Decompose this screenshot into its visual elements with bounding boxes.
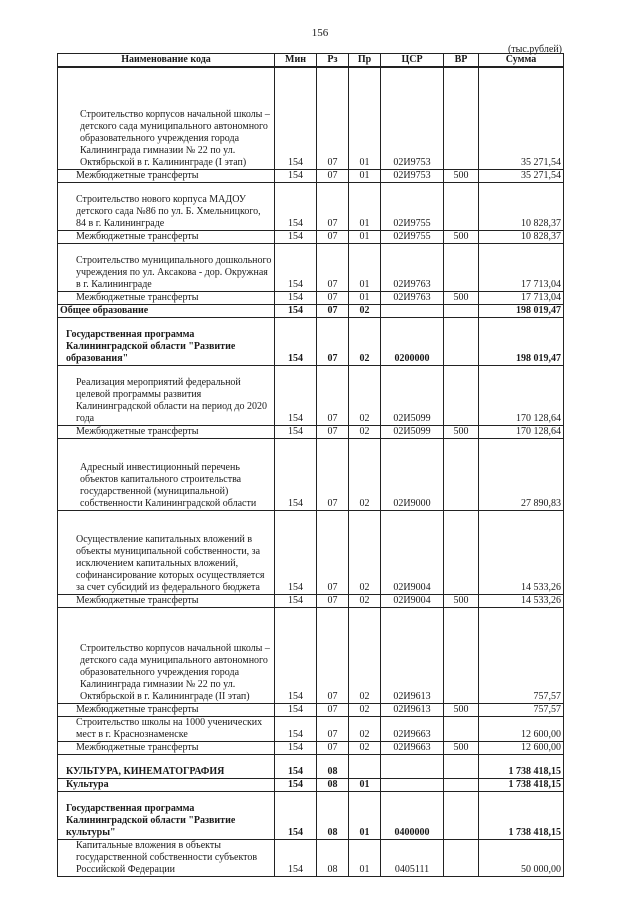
cell-pr: 01 [349,791,381,839]
cell-csr: 02И9763 [381,243,444,291]
table-row [58,510,564,594]
column-header-name: Наименование кода [58,54,275,68]
cell-rz: 07 [317,230,349,243]
cell-min: 154 [275,304,317,317]
cell-min: 154 [275,317,317,365]
cell-vr: 500 [444,594,479,607]
cell-csr: 0200000 [381,317,444,365]
cell-vr [444,791,479,839]
cell-name: Межбюджетные трансферты [58,703,275,716]
cell-csr: 02И9613 [381,607,444,703]
cell-sum: 10 828,37 [479,230,564,243]
table-row [58,230,564,243]
cell-rz: 07 [317,365,349,425]
cell-min: 154 [275,510,317,594]
cell-sum: 1 738 418,15 [479,754,564,778]
cell-rz: 07 [317,317,349,365]
cell-vr: 500 [444,169,479,182]
cell-sum: 14 533,26 [479,510,564,594]
cell-pr: 02 [349,365,381,425]
table-row [58,304,564,317]
table-row [58,425,564,438]
cell-sum: 170 128,64 [479,365,564,425]
cell-pr: 01 [349,230,381,243]
cell-min: 154 [275,839,317,876]
cell-vr: 500 [444,703,479,716]
column-header-rz: Рз [317,54,349,68]
cell-name: КУЛЬТУРА, КИНЕМАТОГРАФИЯ [58,754,275,778]
cell-vr [444,67,479,169]
cell-sum: 757,57 [479,703,564,716]
cell-pr: 01 [349,182,381,230]
cell-rz: 07 [317,607,349,703]
cell-min: 154 [275,741,317,754]
table-row [58,754,564,778]
table-row [58,703,564,716]
cell-rz: 08 [317,791,349,839]
cell-vr [444,778,479,791]
cell-sum: 1 738 418,15 [479,778,564,791]
cell-min: 154 [275,703,317,716]
cell-csr [381,304,444,317]
cell-rz: 07 [317,291,349,304]
cell-csr: 02И9613 [381,703,444,716]
cell-csr: 02И9753 [381,67,444,169]
table-row [58,243,564,291]
cell-name: Межбюджетные трансферты [58,594,275,607]
cell-vr [444,716,479,741]
cell-name: Общее образование [58,304,275,317]
table-row [58,67,564,169]
cell-rz: 07 [317,67,349,169]
cell-vr [444,243,479,291]
cell-min: 154 [275,438,317,510]
cell-csr: 02И5099 [381,425,444,438]
cell-min: 154 [275,716,317,741]
column-header-vr: ВР [444,54,479,68]
units-note: (тыс.рублей) [507,44,562,55]
cell-sum: 12 600,00 [479,716,564,741]
cell-sum: 35 271,54 [479,169,564,182]
cell-pr [349,754,381,778]
cell-min: 154 [275,754,317,778]
table-row [58,607,564,703]
cell-pr: 02 [349,741,381,754]
cell-pr: 01 [349,778,381,791]
cell-name: Капитальные вложения в объекты государственной собственности субъектов Российской Федерации [58,839,275,876]
cell-name: Строительство школы на 1000 ученических мест в г. Краснознаменске [58,716,275,741]
cell-csr: 02И9663 [381,741,444,754]
cell-name: Строительство нового корпуса МАДОУ детского сада №86 по ул. Б. Хмельницкого, 84 в г. Калининграде [58,182,275,230]
cell-pr: 02 [349,304,381,317]
cell-rz: 07 [317,703,349,716]
page-number: 156 [311,27,329,39]
cell-rz: 07 [317,169,349,182]
table-row [58,791,564,839]
cell-csr: 02И5099 [381,365,444,425]
cell-pr: 02 [349,703,381,716]
cell-sum: 12 600,00 [479,741,564,754]
table-row [58,291,564,304]
budget-table [57,53,564,877]
cell-csr: 02И9763 [381,291,444,304]
cell-sum: 10 828,37 [479,182,564,230]
table-row [58,182,564,230]
cell-pr: 02 [349,438,381,510]
cell-min: 154 [275,365,317,425]
column-header-csr: ЦСР [381,54,444,68]
cell-min: 154 [275,607,317,703]
cell-rz: 08 [317,839,349,876]
cell-pr: 01 [349,243,381,291]
cell-rz: 07 [317,594,349,607]
cell-name: Межбюджетные трансферты [58,425,275,438]
cell-rz: 07 [317,304,349,317]
cell-csr: 02И9753 [381,169,444,182]
cell-vr [444,839,479,876]
table-row [58,839,564,876]
cell-sum: 50 000,00 [479,839,564,876]
cell-pr: 02 [349,510,381,594]
cell-min: 154 [275,243,317,291]
cell-pr: 01 [349,169,381,182]
cell-min: 154 [275,594,317,607]
cell-vr: 500 [444,291,479,304]
cell-pr: 02 [349,317,381,365]
cell-vr: 500 [444,425,479,438]
cell-sum: 198 019,47 [479,304,564,317]
cell-rz: 07 [317,182,349,230]
cell-vr [444,317,479,365]
table-row [58,594,564,607]
cell-vr [444,510,479,594]
cell-min: 154 [275,169,317,182]
table-row [58,716,564,741]
cell-rz: 07 [317,510,349,594]
cell-rz: 07 [317,438,349,510]
cell-pr: 01 [349,291,381,304]
cell-min: 154 [275,230,317,243]
cell-rz: 08 [317,778,349,791]
cell-vr [444,607,479,703]
cell-csr: 02И9000 [381,438,444,510]
cell-csr: 02И9004 [381,510,444,594]
cell-csr: 0400000 [381,791,444,839]
cell-sum: 170 128,64 [479,425,564,438]
cell-name: Реализация мероприятий федеральной целевой программы развития Калининградской области на период до 2020 года [58,365,275,425]
table-row [58,741,564,754]
table-row [58,438,564,510]
cell-pr: 02 [349,594,381,607]
cell-pr: 02 [349,425,381,438]
column-header-sum: Сумма [479,54,564,68]
cell-name: Государственная программа Калининградской области "Развитие культуры" [58,791,275,839]
cell-sum: 14 533,26 [479,594,564,607]
cell-min: 154 [275,67,317,169]
cell-pr: 01 [349,839,381,876]
cell-vr [444,754,479,778]
cell-min: 154 [275,182,317,230]
cell-min: 154 [275,791,317,839]
cell-vr [444,182,479,230]
table-row [58,317,564,365]
cell-sum: 27 890,83 [479,438,564,510]
cell-rz: 07 [317,716,349,741]
cell-name: Строительство корпусов начальной школы – детского сада муниципального автономного образовательного учреждения города Калининграда гимназии № 22 по ул. Октябрьской в г. Калининграде (I этап) [58,67,275,169]
cell-pr: 01 [349,67,381,169]
cell-sum: 17 713,04 [479,243,564,291]
cell-csr [381,754,444,778]
column-header-min: Мин [275,54,317,68]
cell-csr [381,778,444,791]
cell-vr [444,438,479,510]
table-row [58,365,564,425]
cell-vr: 500 [444,230,479,243]
cell-name: Межбюджетные трансферты [58,741,275,754]
table-header-row [58,54,564,68]
cell-rz: 07 [317,741,349,754]
column-header-pr: Пр [349,54,381,68]
cell-min: 154 [275,425,317,438]
cell-pr: 02 [349,716,381,741]
cell-name: Строительство муниципального дошкольного учреждения по ул. Аксакова - дор. Окружная в г. Калининграде [58,243,275,291]
cell-min: 154 [275,291,317,304]
cell-sum: 35 271,54 [479,67,564,169]
cell-sum: 17 713,04 [479,291,564,304]
cell-csr: 02И9004 [381,594,444,607]
cell-min: 154 [275,778,317,791]
cell-name: Адресный инвестиционный перечень объектов капитального строительства государственной (муниципальной) собственности Калининградской области [58,438,275,510]
cell-name: Межбюджетные трансферты [58,169,275,182]
cell-sum: 198 019,47 [479,317,564,365]
cell-pr: 02 [349,607,381,703]
cell-name: Государственная программа Калининградской области "Развитие образования" [58,317,275,365]
cell-csr: 02И9663 [381,716,444,741]
cell-name: Межбюджетные трансферты [58,291,275,304]
cell-csr: 02И9755 [381,182,444,230]
cell-rz: 07 [317,243,349,291]
cell-csr: 02И9755 [381,230,444,243]
cell-sum: 757,57 [479,607,564,703]
cell-csr: 0405111 [381,839,444,876]
cell-vr: 500 [444,741,479,754]
cell-vr [444,365,479,425]
table-row [58,778,564,791]
cell-rz: 07 [317,425,349,438]
cell-name: Межбюджетные трансферты [58,230,275,243]
table-row [58,169,564,182]
cell-name: Осуществление капитальных вложений в объекты муниципальной собственности, за исключением капитальных вложений, софинансирование которых осуществляется за счет субсидий из федерального бюджета [58,510,275,594]
cell-rz: 08 [317,754,349,778]
cell-name: Культура [58,778,275,791]
cell-name: Строительство корпусов начальной школы – детского сада муниципального автономного образовательного учреждения города Калининграда гимназии № 22 по ул. Октябрьской в г. Калининграде (II этап) [58,607,275,703]
cell-vr [444,304,479,317]
cell-sum: 1 738 418,15 [479,791,564,839]
